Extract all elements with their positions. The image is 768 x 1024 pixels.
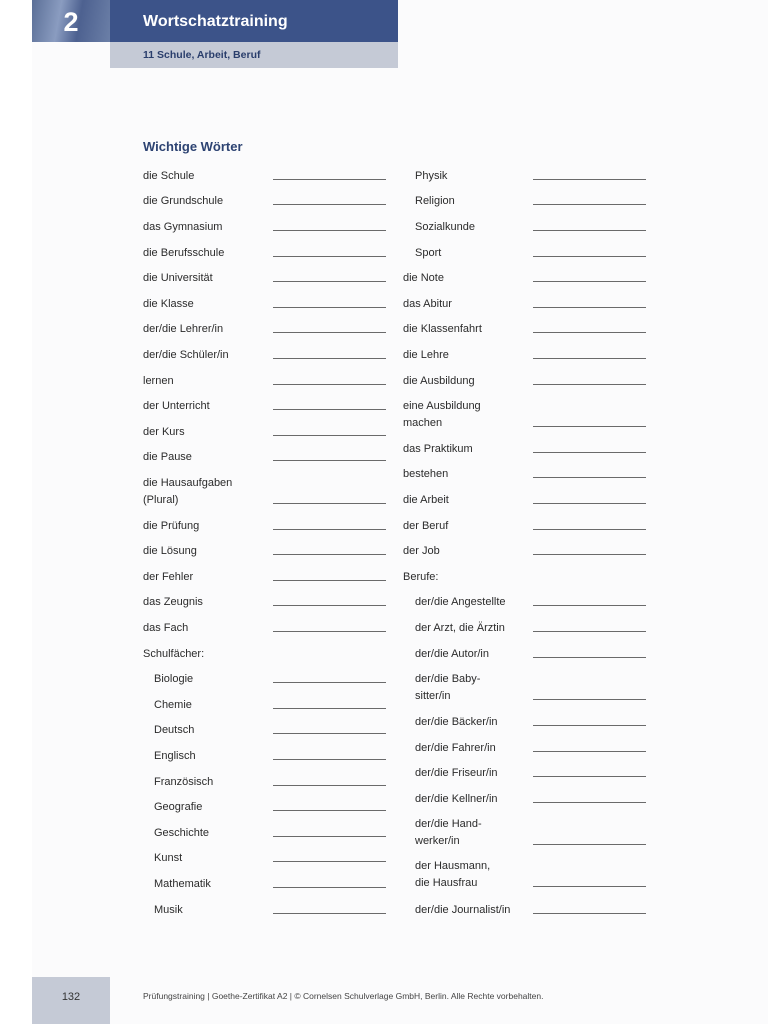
answer-line[interactable] [273, 580, 386, 581]
vocab-word: Religion [415, 195, 455, 207]
answer-line[interactable] [533, 844, 646, 845]
answer-line[interactable] [273, 256, 386, 257]
vocab-word: die Klasse [143, 298, 194, 310]
vocab-word: Biologie [154, 673, 194, 685]
answer-line[interactable] [533, 631, 646, 632]
answer-line[interactable] [533, 358, 646, 359]
page-number: 132 [32, 977, 110, 1024]
vocabulary-heading: Wichtige Wörter [143, 139, 243, 154]
answer-line[interactable] [533, 230, 646, 231]
answer-line[interactable] [533, 802, 646, 803]
answer-line[interactable] [533, 529, 646, 530]
vocab-word: der/die Friseur/in [415, 767, 498, 779]
vocab-word: das Fach [143, 622, 189, 634]
answer-line[interactable] [273, 733, 386, 734]
vocab-word: bestehen [403, 468, 449, 480]
vocab-word: die Arbeit [403, 494, 449, 506]
vocab-word: die Prüfung [143, 520, 200, 532]
vocab-word: die Grundschule [143, 195, 224, 207]
answer-line[interactable] [273, 503, 386, 504]
answer-line[interactable] [533, 281, 646, 282]
vocab-word: die Schule [143, 170, 195, 182]
answer-line[interactable] [273, 409, 386, 410]
answer-line[interactable] [533, 179, 646, 180]
vocab-word: die Lösung [143, 545, 197, 557]
answer-line[interactable] [533, 605, 646, 606]
answer-line[interactable] [273, 384, 386, 385]
answer-line[interactable] [533, 307, 646, 308]
answer-line[interactable] [533, 384, 646, 385]
vocab-word: Geschichte [154, 827, 210, 839]
chapter-number: 2 [32, 0, 110, 42]
answer-line[interactable] [273, 460, 386, 461]
answer-line[interactable] [533, 554, 646, 555]
answer-line[interactable] [273, 759, 386, 760]
vocab-word: der/die Fahrer/in [415, 742, 496, 754]
page-title: Wortschatztraining [110, 0, 398, 42]
answer-line[interactable] [273, 358, 386, 359]
vocab-word: die Hausaufgaben (Plural) [143, 477, 233, 506]
vocab-word: der/die Baby- sitter/in [415, 673, 481, 702]
answer-line[interactable] [273, 435, 386, 436]
vocab-word: Kunst [154, 852, 183, 864]
vocab-word: Berufe: [403, 571, 439, 583]
answer-line[interactable] [273, 810, 386, 811]
answer-line[interactable] [533, 886, 646, 887]
vocab-word: Sport [415, 247, 442, 259]
vocab-word: das Praktikum [403, 443, 473, 455]
answer-line[interactable] [533, 913, 646, 914]
answer-line[interactable] [533, 751, 646, 752]
vocab-word: Physik [415, 170, 448, 182]
vocab-word: der Unterricht [143, 400, 210, 412]
answer-line[interactable] [273, 913, 386, 914]
vocab-word: der/die Schüler/in [143, 349, 229, 361]
vocab-word: die Berufsschule [143, 247, 225, 259]
vocab-word: das Gymnasium [143, 221, 223, 233]
vocab-word: der/die Hand- werker/in [415, 818, 482, 847]
vocab-word: Deutsch [154, 724, 195, 736]
vocab-word: der Beruf [403, 520, 449, 532]
vocab-word: Sozialkunde [415, 221, 475, 233]
answer-line[interactable] [533, 776, 646, 777]
answer-line[interactable] [273, 230, 386, 231]
answer-line[interactable] [273, 605, 386, 606]
vocab-word: das Zeugnis [143, 596, 203, 608]
vocab-word: der/die Bäcker/in [415, 716, 498, 728]
answer-line[interactable] [533, 426, 646, 427]
vocab-word: die Universität [143, 272, 213, 284]
vocab-word: der Kurs [143, 426, 185, 438]
vocab-word: der/die Journalist/in [415, 904, 511, 916]
answer-line[interactable] [533, 477, 646, 478]
vocab-word: Schulfächer: [143, 648, 205, 660]
answer-line[interactable] [273, 554, 386, 555]
vocab-word: der/die Lehrer/in [143, 323, 224, 335]
answer-line[interactable] [273, 887, 386, 888]
answer-line[interactable] [533, 725, 646, 726]
answer-line[interactable] [273, 785, 386, 786]
answer-line[interactable] [533, 332, 646, 333]
vocab-word: der Arzt, die Ärztin [415, 622, 505, 634]
vocab-word: Mathematik [154, 878, 211, 890]
answer-line[interactable] [533, 657, 646, 658]
vocab-word: die Pause [143, 451, 192, 463]
vocab-word: Musik [154, 904, 183, 916]
answer-line[interactable] [533, 452, 646, 453]
answer-line[interactable] [533, 256, 646, 257]
vocab-word: das Abitur [403, 298, 452, 310]
answer-line[interactable] [533, 204, 646, 205]
vocab-word: der/die Kellner/in [415, 793, 498, 805]
vocab-word: der Hausmann, die Hausfrau [415, 860, 491, 889]
answer-line[interactable] [273, 307, 386, 308]
vocab-word: die Lehre [403, 349, 449, 361]
answer-line[interactable] [273, 708, 386, 709]
answer-line[interactable] [273, 631, 386, 632]
vocab-word: die Klassenfahrt [403, 323, 482, 335]
answer-line[interactable] [273, 281, 386, 282]
section-subtitle: 11 Schule, Arbeit, Beruf [110, 42, 398, 68]
answer-line[interactable] [273, 332, 386, 333]
answer-line[interactable] [273, 861, 386, 862]
vocab-word: Chemie [154, 699, 192, 711]
answer-line[interactable] [533, 699, 646, 700]
footer-credits: Prüfungstraining | Goethe-Zertifikat A2 | © Cornelsen Schulverlage GmbH, Berlin. Alle Rechte vorbehalten. [143, 991, 544, 1001]
vocab-word: der/die Autor/in [415, 648, 489, 660]
answer-line[interactable] [273, 529, 386, 530]
vocab-word: eine Ausbildung machen [403, 400, 481, 429]
vocab-word: der Fehler [143, 571, 194, 583]
answer-line[interactable] [273, 204, 386, 205]
vocab-word: die Note [403, 272, 444, 284]
answer-line[interactable] [273, 836, 386, 837]
vocab-word: der/die Angestellte [415, 596, 506, 608]
vocab-word: Englisch [154, 750, 196, 762]
vocab-word: Geografie [154, 801, 203, 813]
answer-line[interactable] [273, 682, 386, 683]
answer-line[interactable] [273, 179, 386, 180]
vocab-word: die Ausbildung [403, 375, 475, 387]
answer-line[interactable] [533, 503, 646, 504]
vocab-word: Französisch [154, 776, 214, 788]
vocab-word: der Job [403, 545, 440, 557]
vocab-word: lernen [143, 375, 174, 387]
